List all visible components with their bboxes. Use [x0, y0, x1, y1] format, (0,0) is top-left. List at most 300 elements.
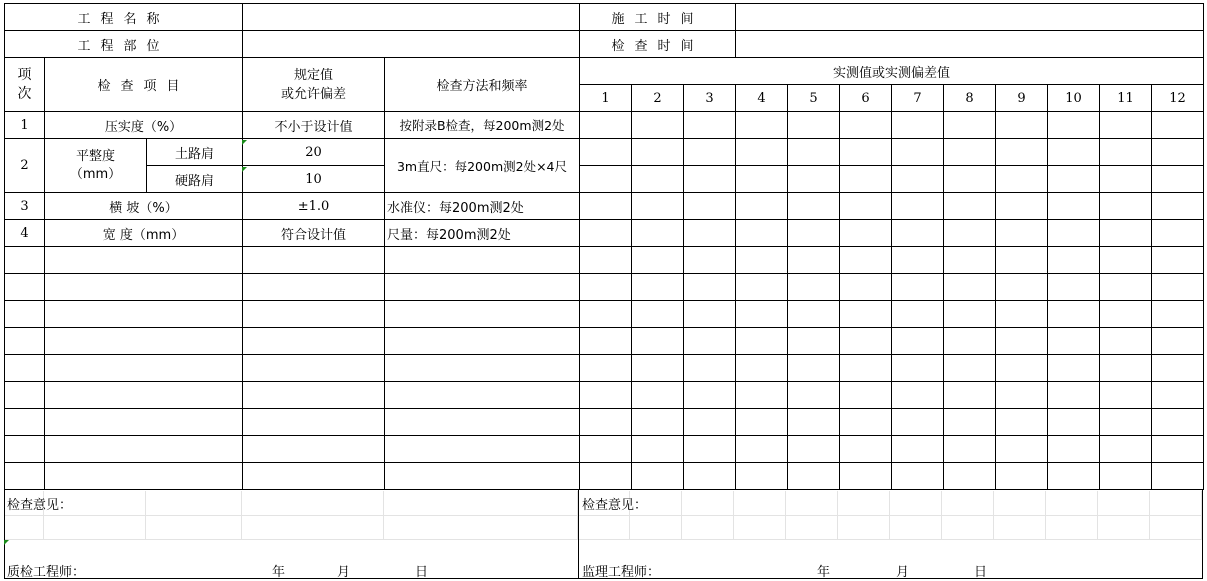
measure-cell[interactable] — [892, 112, 944, 139]
project-name-label: 工程名称 — [5, 4, 243, 31]
measure-cell[interactable] — [944, 247, 996, 274]
measure-cell[interactable] — [1048, 382, 1100, 409]
measure-cell[interactable] — [632, 463, 684, 490]
empty-cell[interactable] — [5, 355, 45, 382]
empty-cell[interactable] — [5, 382, 45, 409]
measure-cell[interactable] — [580, 166, 632, 193]
measure-cell[interactable] — [1152, 301, 1204, 328]
measure-cell[interactable] — [736, 247, 788, 274]
background-cell — [786, 515, 838, 540]
empty-row — [5, 436, 1204, 463]
measure-number-3: 3 — [684, 85, 736, 112]
measure-cell[interactable] — [580, 112, 632, 139]
measure-cell[interactable] — [684, 112, 736, 139]
measure-cell[interactable] — [944, 463, 996, 490]
measure-number-8: 8 — [944, 85, 996, 112]
measure-cell[interactable] — [1048, 301, 1100, 328]
empty-cell[interactable] — [385, 355, 580, 382]
empty-cell[interactable] — [45, 463, 243, 490]
spec-value: 不小于设计值 — [243, 112, 385, 139]
empty-row — [5, 355, 1204, 382]
project-name-value[interactable] — [243, 4, 580, 31]
spec-value-header: 规定值 或允许偏差 — [243, 58, 385, 112]
measure-cell[interactable] — [632, 166, 684, 193]
measure-cell[interactable] — [1100, 247, 1152, 274]
measure-cell[interactable] — [684, 382, 736, 409]
table-row — [5, 112, 1204, 139]
empty-row — [5, 247, 1204, 274]
measure-cell[interactable] — [632, 247, 684, 274]
measure-cell[interactable] — [1152, 220, 1204, 247]
check-method: 水准仪：每200m测2处 — [385, 193, 580, 220]
measure-cell[interactable] — [1048, 328, 1100, 355]
empty-cell[interactable] — [385, 382, 580, 409]
measure-cell[interactable] — [788, 112, 840, 139]
background-cell — [1046, 515, 1098, 540]
measure-cell[interactable] — [580, 247, 632, 274]
measure-cell[interactable] — [1048, 274, 1100, 301]
inspection-time-label: 检查时间 — [580, 31, 736, 58]
measure-cell[interactable] — [632, 220, 684, 247]
measure-cell[interactable] — [736, 166, 788, 193]
measure-cell[interactable] — [788, 301, 840, 328]
measure-cell[interactable] — [684, 166, 736, 193]
measure-cell[interactable] — [996, 436, 1048, 463]
empty-cell[interactable] — [45, 382, 243, 409]
empty-cell[interactable] — [385, 301, 580, 328]
measure-cell[interactable] — [580, 436, 632, 463]
background-cell — [384, 515, 578, 540]
empty-cell[interactable] — [5, 409, 45, 436]
measure-cell[interactable] — [840, 112, 892, 139]
measure-cell[interactable] — [1048, 355, 1100, 382]
measure-cell[interactable] — [1048, 193, 1100, 220]
empty-row — [5, 463, 1204, 490]
measure-cell[interactable] — [1100, 436, 1152, 463]
measure-cell[interactable] — [1100, 139, 1152, 166]
bottom-middle-border — [578, 489, 579, 579]
measure-cell[interactable] — [944, 328, 996, 355]
measure-cell[interactable] — [996, 382, 1048, 409]
check-item: 宽 度（mm） — [45, 220, 243, 247]
empty-cell[interactable] — [45, 274, 243, 301]
background-cell — [384, 491, 578, 516]
measure-cell[interactable] — [840, 220, 892, 247]
row-no: 1 — [5, 112, 45, 139]
empty-row — [5, 274, 1204, 301]
measure-cell[interactable] — [996, 409, 1048, 436]
measure-cell[interactable] — [1100, 166, 1152, 193]
empty-cell[interactable] — [243, 463, 385, 490]
measure-cell[interactable] — [788, 220, 840, 247]
measure-cell[interactable] — [944, 139, 996, 166]
bottom-left-border — [4, 489, 5, 579]
measure-cell[interactable] — [684, 463, 736, 490]
measure-cell[interactable] — [944, 274, 996, 301]
measure-cell[interactable] — [996, 166, 1048, 193]
measure-cell[interactable] — [684, 193, 736, 220]
empty-cell[interactable] — [243, 247, 385, 274]
measure-cell[interactable] — [684, 355, 736, 382]
empty-cell[interactable] — [243, 409, 385, 436]
measure-cell[interactable] — [840, 382, 892, 409]
measure-cell[interactable] — [944, 355, 996, 382]
measure-cell[interactable] — [736, 301, 788, 328]
measure-cell[interactable] — [1152, 112, 1204, 139]
measure-cell[interactable] — [632, 436, 684, 463]
empty-cell[interactable] — [45, 409, 243, 436]
measure-cell[interactable] — [840, 193, 892, 220]
spec-value: 20 — [243, 139, 385, 166]
measure-cell[interactable] — [736, 139, 788, 166]
background-cell — [994, 491, 1046, 516]
measured-header: 实测值或实测偏差值 — [580, 58, 1204, 85]
measure-cell[interactable] — [1152, 193, 1204, 220]
measure-cell[interactable] — [684, 328, 736, 355]
measure-cell[interactable] — [788, 274, 840, 301]
measure-cell[interactable] — [684, 301, 736, 328]
cell-marker — [4, 540, 9, 545]
measure-cell[interactable] — [580, 409, 632, 436]
measure-cell[interactable] — [632, 382, 684, 409]
measure-cell[interactable] — [736, 328, 788, 355]
measure-cell[interactable] — [1048, 220, 1100, 247]
measure-cell[interactable] — [580, 274, 632, 301]
measure-cell[interactable] — [892, 328, 944, 355]
background-cell — [838, 491, 890, 516]
background-cell — [682, 491, 734, 516]
item-no-header: 项 次 — [5, 58, 45, 112]
empty-cell[interactable] — [45, 247, 243, 274]
measure-cell[interactable] — [632, 112, 684, 139]
measure-cell[interactable] — [632, 355, 684, 382]
empty-cell[interactable] — [45, 436, 243, 463]
measure-cell[interactable] — [684, 139, 736, 166]
measure-cell[interactable] — [840, 463, 892, 490]
supervisor-label: 监理工程师： — [582, 565, 661, 580]
empty-cell[interactable] — [243, 355, 385, 382]
measure-cell[interactable] — [1100, 463, 1152, 490]
measure-cell[interactable] — [996, 247, 1048, 274]
measure-number-4: 4 — [736, 85, 788, 112]
measure-cell[interactable] — [1152, 328, 1204, 355]
measure-cell[interactable] — [840, 274, 892, 301]
measure-cell[interactable] — [632, 328, 684, 355]
empty-row — [5, 409, 1204, 436]
empty-cell[interactable] — [243, 328, 385, 355]
background-cell — [942, 491, 994, 516]
measure-cell[interactable] — [892, 247, 944, 274]
measure-cell[interactable] — [1048, 436, 1100, 463]
measure-cell[interactable] — [736, 220, 788, 247]
measure-cell[interactable] — [1152, 355, 1204, 382]
measure-cell[interactable] — [1048, 247, 1100, 274]
measure-cell[interactable] — [1048, 139, 1100, 166]
measure-cell[interactable] — [580, 193, 632, 220]
measure-cell[interactable] — [996, 463, 1048, 490]
measure-cell[interactable] — [944, 166, 996, 193]
bottom-right-border — [1202, 489, 1203, 579]
measure-cell[interactable] — [996, 355, 1048, 382]
measure-cell[interactable] — [684, 220, 736, 247]
measure-cell[interactable] — [632, 301, 684, 328]
measure-cell[interactable] — [1152, 463, 1204, 490]
measure-cell[interactable] — [892, 355, 944, 382]
measure-cell[interactable] — [788, 193, 840, 220]
empty-cell[interactable] — [243, 382, 385, 409]
measure-cell[interactable] — [840, 139, 892, 166]
measure-cell[interactable] — [944, 436, 996, 463]
measure-cell[interactable] — [944, 301, 996, 328]
measure-number-5: 5 — [788, 85, 840, 112]
empty-cell[interactable] — [45, 301, 243, 328]
measure-cell[interactable] — [684, 409, 736, 436]
project-part-value[interactable] — [243, 31, 580, 58]
measure-cell[interactable] — [892, 463, 944, 490]
measure-cell[interactable] — [788, 166, 840, 193]
row-no: 2 — [5, 139, 45, 193]
cell-marker — [242, 140, 247, 145]
measure-cell[interactable] — [944, 112, 996, 139]
left-opinion-label: 检查意见： — [7, 498, 73, 513]
measure-cell[interactable] — [788, 463, 840, 490]
measure-cell[interactable] — [632, 274, 684, 301]
table-row — [5, 139, 1204, 166]
measure-cell[interactable] — [736, 355, 788, 382]
measure-cell[interactable] — [944, 193, 996, 220]
row-no: 4 — [5, 220, 45, 247]
empty-cell[interactable] — [45, 328, 243, 355]
measure-cell[interactable] — [1152, 409, 1204, 436]
measure-cell[interactable] — [1152, 274, 1204, 301]
measure-number-1: 1 — [580, 85, 632, 112]
measure-cell[interactable] — [996, 112, 1048, 139]
measure-number-7: 7 — [892, 85, 944, 112]
sub-item: 硬路肩 — [147, 166, 243, 193]
measure-cell[interactable] — [1152, 436, 1204, 463]
measure-cell[interactable] — [580, 382, 632, 409]
measure-cell[interactable] — [736, 436, 788, 463]
measure-cell[interactable] — [1152, 247, 1204, 274]
measure-cell[interactable] — [840, 409, 892, 436]
background-cell — [1046, 491, 1098, 516]
background-cell — [1150, 515, 1202, 540]
background-cell — [734, 491, 786, 516]
measure-cell[interactable] — [892, 382, 944, 409]
measure-cell[interactable] — [1048, 166, 1100, 193]
empty-cell[interactable] — [385, 436, 580, 463]
measure-number-6: 6 — [840, 85, 892, 112]
measure-cell[interactable] — [892, 436, 944, 463]
measure-cell[interactable] — [684, 436, 736, 463]
background-cell — [242, 515, 384, 540]
measure-cell[interactable] — [580, 328, 632, 355]
measure-cell[interactable] — [632, 139, 684, 166]
empty-cell[interactable] — [5, 274, 45, 301]
inspection-form-table — [4, 3, 1204, 490]
measure-cell[interactable] — [996, 193, 1048, 220]
measure-cell[interactable] — [1100, 274, 1152, 301]
measure-cell[interactable] — [580, 220, 632, 247]
project-part-label: 工程部位 — [5, 31, 243, 58]
measure-cell[interactable] — [1048, 463, 1100, 490]
measure-number-10: 10 — [1048, 85, 1100, 112]
right-opinion-label: 检查意见： — [582, 498, 648, 513]
measure-cell[interactable] — [736, 274, 788, 301]
measure-cell[interactable] — [892, 301, 944, 328]
measure-cell[interactable] — [840, 247, 892, 274]
table-row — [5, 193, 1204, 220]
measure-cell[interactable] — [788, 355, 840, 382]
background-cell — [734, 515, 786, 540]
background-cell — [786, 491, 838, 516]
background-cell — [4, 515, 44, 540]
empty-cell[interactable] — [5, 436, 45, 463]
measure-cell[interactable] — [996, 139, 1048, 166]
measure-cell[interactable] — [892, 193, 944, 220]
measure-cell[interactable] — [1048, 409, 1100, 436]
measure-cell[interactable] — [944, 409, 996, 436]
background-cell — [682, 515, 734, 540]
measure-cell[interactable] — [1100, 220, 1152, 247]
qc-year-label: 年 — [272, 565, 286, 580]
background-cell — [890, 491, 942, 516]
measure-number-12: 12 — [1152, 85, 1204, 112]
table-row — [5, 166, 1204, 193]
measure-cell[interactable] — [996, 220, 1048, 247]
measure-cell[interactable] — [1100, 328, 1152, 355]
empty-cell[interactable] — [45, 355, 243, 382]
measure-cell[interactable] — [944, 382, 996, 409]
measure-cell[interactable] — [1100, 409, 1152, 436]
background-cell — [146, 515, 242, 540]
measure-cell[interactable] — [788, 139, 840, 166]
measure-cell[interactable] — [632, 193, 684, 220]
measure-cell[interactable] — [736, 409, 788, 436]
measure-cell[interactable] — [788, 247, 840, 274]
sup-day-label: 日 — [974, 565, 988, 580]
measure-cell[interactable] — [1152, 139, 1204, 166]
measure-cell[interactable] — [892, 220, 944, 247]
background-cell — [890, 515, 942, 540]
measure-cell[interactable] — [788, 382, 840, 409]
background-cell — [942, 515, 994, 540]
check-item: 横 坡（%） — [45, 193, 243, 220]
measure-cell[interactable] — [1152, 382, 1204, 409]
table-row — [5, 220, 1204, 247]
check-item: 压实度（%） — [45, 112, 243, 139]
check-method: 3m直尺：每200m测2处×4尺 — [385, 139, 580, 193]
measure-cell[interactable] — [840, 166, 892, 193]
sup-month-label: 月 — [896, 565, 910, 580]
empty-row — [5, 301, 1204, 328]
empty-cell[interactable] — [243, 301, 385, 328]
empty-cell[interactable] — [5, 463, 45, 490]
spec-value: 10 — [243, 166, 385, 193]
background-cell — [994, 515, 1046, 540]
inspection-time-value[interactable] — [736, 31, 1204, 58]
empty-cell[interactable] — [385, 328, 580, 355]
measure-number-11: 11 — [1100, 85, 1152, 112]
measure-cell[interactable] — [1100, 382, 1152, 409]
measure-cell[interactable] — [788, 409, 840, 436]
empty-cell[interactable] — [5, 247, 45, 274]
measure-cell[interactable] — [580, 463, 632, 490]
measure-cell[interactable] — [736, 193, 788, 220]
measure-cell[interactable] — [1100, 193, 1152, 220]
background-cell — [44, 515, 146, 540]
empty-cell[interactable] — [243, 274, 385, 301]
empty-cell[interactable] — [243, 436, 385, 463]
measure-cell[interactable] — [580, 139, 632, 166]
empty-cell[interactable] — [5, 328, 45, 355]
qc-day-label: 日 — [415, 565, 429, 580]
measure-cell[interactable] — [632, 409, 684, 436]
background-cell — [1098, 515, 1150, 540]
construction-time-label: 施工时间 — [580, 4, 736, 31]
background-cell — [838, 515, 890, 540]
empty-row — [5, 328, 1204, 355]
measure-cell[interactable] — [736, 463, 788, 490]
empty-cell[interactable] — [385, 247, 580, 274]
measure-cell[interactable] — [684, 247, 736, 274]
measure-cell[interactable] — [996, 328, 1048, 355]
measure-cell[interactable] — [736, 112, 788, 139]
measure-cell[interactable] — [892, 166, 944, 193]
measure-cell[interactable] — [892, 409, 944, 436]
measure-cell[interactable] — [736, 382, 788, 409]
background-cell — [242, 491, 384, 516]
measure-cell[interactable] — [840, 301, 892, 328]
measure-cell[interactable] — [996, 301, 1048, 328]
empty-cell[interactable] — [5, 301, 45, 328]
empty-cell[interactable] — [385, 274, 580, 301]
measure-cell[interactable] — [840, 328, 892, 355]
check-item-header: 检查项目 — [45, 58, 243, 112]
measure-cell[interactable] — [788, 436, 840, 463]
empty-cell[interactable] — [385, 463, 580, 490]
qc-engineer-label: 质检工程师： — [7, 565, 86, 580]
sub-item: 土路肩 — [147, 139, 243, 166]
measure-cell[interactable] — [944, 220, 996, 247]
construction-time-value[interactable] — [736, 4, 1204, 31]
row-no: 3 — [5, 193, 45, 220]
measure-cell[interactable] — [580, 355, 632, 382]
measure-cell[interactable] — [1100, 301, 1152, 328]
measure-cell[interactable] — [1100, 355, 1152, 382]
empty-row — [5, 382, 1204, 409]
measure-cell[interactable] — [1100, 112, 1152, 139]
measure-cell[interactable] — [892, 274, 944, 301]
measure-cell[interactable] — [684, 274, 736, 301]
measure-cell[interactable] — [788, 328, 840, 355]
check-method: 按附录B检查，每200m测2处 — [385, 112, 580, 139]
measure-cell[interactable] — [840, 436, 892, 463]
empty-rows — [5, 247, 1204, 490]
empty-cell[interactable] — [385, 409, 580, 436]
check-item: 平整度 （mm） — [45, 139, 147, 193]
bottom-top-border — [4, 489, 1202, 490]
measure-cell[interactable] — [892, 139, 944, 166]
measure-cell[interactable] — [996, 274, 1048, 301]
measure-cell[interactable] — [840, 355, 892, 382]
background-cell — [578, 515, 630, 540]
measure-cell[interactable] — [1152, 166, 1204, 193]
measure-cell[interactable] — [1048, 112, 1100, 139]
spec-value: ±1.0 — [243, 193, 385, 220]
background-cell — [146, 491, 242, 516]
measure-cell[interactable] — [580, 301, 632, 328]
